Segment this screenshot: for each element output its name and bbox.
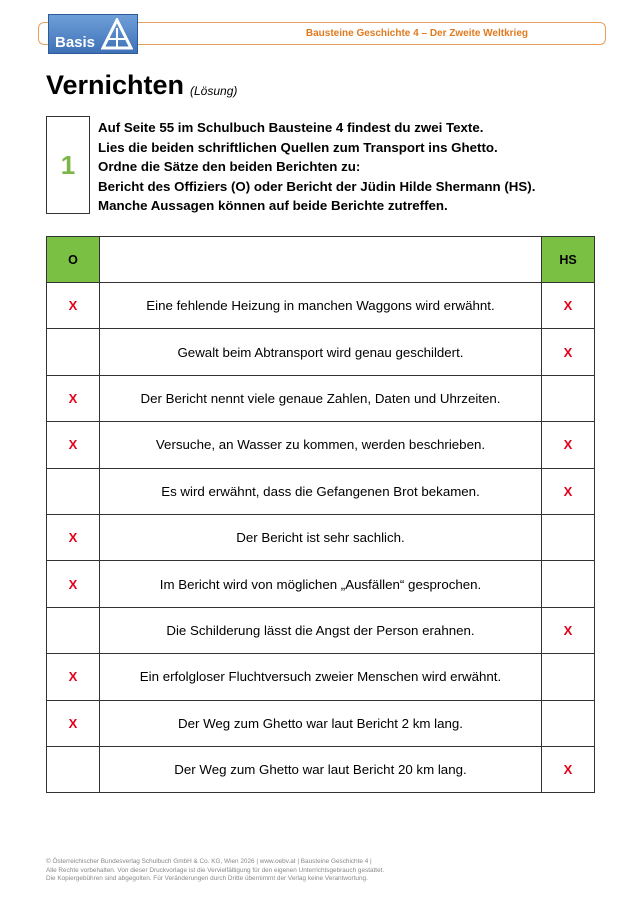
table-row — [47, 746, 595, 792]
o-mark — [47, 607, 100, 653]
footer-line: Alle Rechte vorbehalten. Von dieser Druckvorlage ist die Vervielfältigung für den eigenen Unterrichtsgebrauch gestattet. — [46, 866, 385, 874]
table-row — [47, 375, 595, 421]
hs-mark — [542, 700, 595, 746]
statement-text: Ein erfolgloser Fluchtversuch zweier Menschen wird erwähnt. — [100, 654, 542, 700]
o-mark: X — [47, 654, 100, 700]
table-row — [47, 700, 595, 746]
instruction-line: Ordne die Sätze den beiden Berichten zu: — [98, 159, 361, 174]
statement-text: Versuche, an Wasser zu kommen, werden beschrieben. — [100, 422, 542, 468]
header-hs: HS — [542, 237, 595, 283]
hs-mark: X — [542, 607, 595, 653]
o-mark — [47, 329, 100, 375]
statement-text: Der Weg zum Ghetto war laut Bericht 20 km lang. — [100, 746, 542, 792]
table-row — [47, 422, 595, 468]
o-mark: X — [47, 422, 100, 468]
logo-text: Basis — [55, 34, 96, 51]
table-row — [47, 468, 595, 514]
task-number: 1 — [60, 149, 76, 180]
o-mark: X — [47, 283, 100, 329]
statement-text: Die Schilderung lässt die Angst der Person erahnen. — [100, 607, 542, 653]
instruction-line: Auf Seite 55 im Schulbuch Bausteine 4 findest du zwei Texte. — [98, 120, 484, 135]
header-title: Bausteine Geschichte 4 – Der Zweite Weltkrieg — [305, 28, 528, 39]
table-row — [47, 283, 595, 329]
footer-line: Die Kopiergebühren sind abgegolten. Für Veränderungen durch Dritte übernimmt der Verlag keine Verantwortung. — [46, 875, 368, 882]
o-mark: X — [47, 561, 100, 607]
footer-line: © Österreichischer Bundesverlag Schulbuch GmbH & Co. KG, Wien 2026 | www.oebv.at | Bausteine Geschichte 4 | — [46, 858, 372, 865]
o-mark: X — [47, 514, 100, 560]
task-number-box — [46, 116, 90, 214]
copyright-footer — [46, 858, 384, 884]
o-mark: X — [47, 700, 100, 746]
statement-text: Es wird erwähnt, dass die Gefangenen Brot bekamen. — [100, 468, 542, 514]
answer-table — [46, 236, 595, 793]
hs-mark — [542, 561, 595, 607]
statement-text: Eine fehlende Heizung in manchen Waggons wird erwähnt. — [100, 283, 542, 329]
hs-mark — [542, 375, 595, 421]
statement-text: Der Weg zum Ghetto war laut Bericht 2 km lang. — [100, 700, 542, 746]
hs-mark: X — [542, 283, 595, 329]
table-row — [47, 607, 595, 653]
page-subtitle: (Lösung) — [190, 84, 238, 98]
publisher-logo — [48, 14, 138, 54]
instruction-line: Lies die beiden schriftlichen Quellen zum Transport ins Ghetto. — [98, 139, 498, 155]
hs-mark — [542, 654, 595, 700]
hs-mark: X — [542, 422, 595, 468]
instruction-line: Manche Aussagen können auf beide Berichte zutreffen. — [98, 198, 448, 213]
statement-text: Der Bericht nennt viele genaue Zahlen, Daten und Uhrzeiten. — [100, 375, 542, 421]
hs-mark: X — [542, 329, 595, 375]
o-mark: X — [47, 375, 100, 421]
statement-text: Im Bericht wird von möglichen „Ausfällen“ gesprochen. — [100, 561, 542, 607]
hs-mark — [542, 514, 595, 560]
instruction-line: Bericht des Offiziers (O) oder Bericht der Jüdin Hilde Shermann (HS). — [98, 178, 536, 194]
statement-text: Der Bericht ist sehr sachlich. — [100, 514, 542, 560]
task-instructions — [98, 118, 535, 216]
header-blank — [100, 237, 542, 283]
table-header-row — [47, 237, 595, 283]
header-o: O — [47, 237, 100, 283]
triangle-logo-icon — [101, 18, 133, 50]
table-row — [47, 654, 595, 700]
hs-mark: X — [542, 746, 595, 792]
table-row — [47, 561, 595, 607]
o-mark — [47, 468, 100, 514]
statement-text: Gewalt beim Abtransport wird genau geschildert. — [100, 329, 542, 375]
page-title: Vernichten — [46, 70, 185, 100]
table-row — [47, 329, 595, 375]
o-mark — [47, 746, 100, 792]
hs-mark: X — [542, 468, 595, 514]
table-row — [47, 514, 595, 560]
